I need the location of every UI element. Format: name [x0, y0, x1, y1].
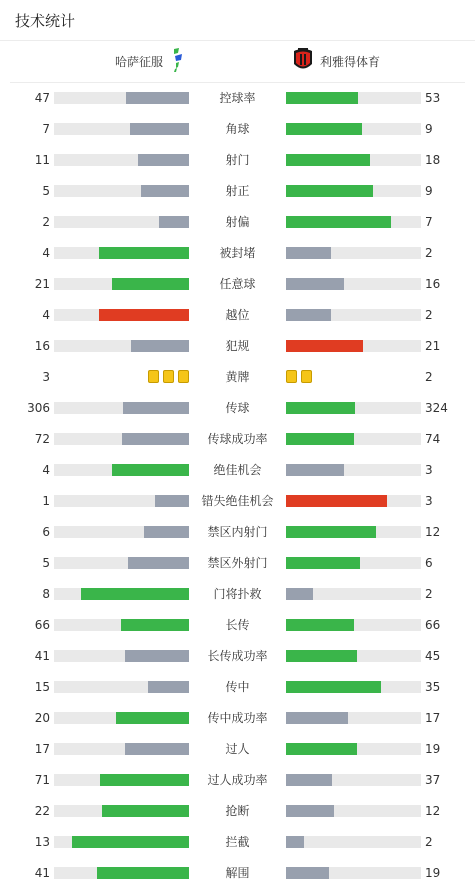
away-stat-value: 12	[425, 804, 441, 818]
away-stat-value: 17	[425, 711, 441, 725]
away-stat-bar	[286, 216, 421, 228]
home-stat-bar	[54, 557, 189, 569]
away-stat-bar-fill	[286, 495, 387, 507]
away-stat-value: 16	[425, 277, 441, 291]
away-stat-value: 3	[425, 494, 433, 508]
away-stat-bar-fill	[286, 123, 362, 135]
yellow-card-icon	[301, 370, 312, 383]
stat-row	[0, 238, 475, 269]
away-stat-value: 18	[425, 153, 441, 167]
home-stat-bar-fill	[148, 681, 189, 693]
home-stat-bar	[54, 92, 189, 104]
home-stat-bar-fill	[141, 185, 189, 197]
home-stat-bar-fill	[97, 867, 189, 879]
home-stat-value: 3	[42, 370, 50, 384]
away-stat-bar	[286, 712, 421, 724]
away-stat-value: 74	[425, 432, 441, 446]
away-stat-bar-fill	[286, 340, 363, 352]
away-stat-bar-fill	[286, 278, 344, 290]
home-stat-value: 6	[42, 525, 50, 539]
home-stat-bar-fill	[130, 123, 189, 135]
home-stat-value: 4	[42, 246, 50, 260]
stat-label: 射偏	[225, 215, 250, 229]
away-stat-value: 7	[425, 215, 433, 229]
home-stat-value: 2	[42, 215, 50, 229]
home-stat-bar-fill	[138, 154, 189, 166]
away-stat-bar	[286, 619, 421, 631]
home-stat-bar-fill	[131, 340, 189, 352]
stat-label: 角球	[225, 122, 250, 136]
stat-row	[0, 734, 475, 765]
away-stat-bar-fill	[286, 92, 358, 104]
home-stat-value: 15	[34, 680, 50, 694]
away-stat-bar	[286, 154, 421, 166]
away-stat-value: 45	[425, 649, 441, 663]
home-stat-value: 5	[42, 184, 50, 198]
stats-list	[0, 83, 475, 889]
home-stat-bar	[54, 619, 189, 631]
home-stat-value: 4	[42, 308, 50, 322]
stat-row	[0, 765, 475, 796]
home-stat-value: 72	[34, 432, 50, 446]
home-stat-value: 1	[42, 494, 50, 508]
home-stat-bar-fill	[122, 433, 189, 445]
away-stat-bar-fill	[286, 154, 370, 166]
stat-label: 绝佳机会	[213, 463, 262, 477]
home-stat-value: 41	[34, 649, 50, 663]
away-stat-bar	[286, 464, 421, 476]
home-stat-value: 71	[34, 773, 50, 787]
home-stat-bar-fill	[72, 836, 189, 848]
away-stat-bar-fill	[286, 185, 373, 197]
away-stat-bar-fill	[286, 681, 381, 693]
home-stat-bar	[54, 867, 189, 879]
home-stat-bar	[54, 154, 189, 166]
home-stat-value: 41	[34, 866, 50, 880]
home-team-name: 哈萨征服	[114, 55, 163, 69]
home-stat-bar-fill	[123, 402, 189, 414]
away-stat-bar-fill	[286, 464, 344, 476]
home-stat-bar	[54, 433, 189, 445]
home-stat-value: 4	[42, 463, 50, 477]
home-stat-bar	[54, 650, 189, 662]
home-stat-bar	[54, 495, 189, 507]
home-stat-bar-fill	[102, 805, 189, 817]
stat-row	[0, 827, 475, 858]
home-stat-bar	[54, 681, 189, 693]
home-stat-bar	[54, 216, 189, 228]
stat-row	[0, 486, 475, 517]
away-team-logo-icon	[292, 47, 314, 77]
away-stat-value: 12	[425, 525, 441, 539]
away-stat-bar	[286, 278, 421, 290]
stat-label: 抢断	[225, 804, 250, 818]
away-stat-bar	[286, 495, 421, 507]
home-stat-bar-fill	[125, 650, 189, 662]
stat-label: 拦截	[225, 835, 250, 849]
home-stat-bar	[54, 309, 189, 321]
away-stat-bar-fill	[286, 805, 334, 817]
home-stat-bar-fill	[99, 247, 189, 259]
away-stat-bar	[286, 433, 421, 445]
yellow-card-icon	[178, 370, 189, 383]
stat-row	[0, 672, 475, 703]
stat-label: 门将扑救	[213, 587, 262, 601]
away-stat-bar	[286, 774, 421, 786]
away-stat-bar-fill	[286, 836, 304, 848]
stat-label: 传中	[225, 680, 250, 694]
away-stat-bar-fill	[286, 402, 355, 414]
away-stat-bar-fill	[286, 309, 331, 321]
away-stat-value: 2	[425, 246, 433, 260]
home-stat-value: 306	[27, 401, 50, 415]
home-stat-value: 8	[42, 587, 50, 601]
stat-label: 射正	[225, 184, 250, 198]
away-stat-bar-fill	[286, 433, 354, 445]
away-stat-bar-fill	[286, 557, 360, 569]
home-stat-bar-fill	[112, 278, 189, 290]
stat-label: 被封堵	[219, 246, 256, 260]
home-stat-bar	[54, 402, 189, 414]
away-stat-value: 66	[425, 618, 441, 632]
stat-label: 黄牌	[225, 370, 250, 384]
home-stat-bar	[54, 278, 189, 290]
away-stat-value: 53	[425, 91, 441, 105]
away-stat-bar	[286, 743, 421, 755]
away-stat-bar	[286, 650, 421, 662]
stat-row	[0, 796, 475, 827]
away-stat-bar	[286, 185, 421, 197]
home-yellow-cards	[148, 370, 189, 383]
home-stat-bar	[54, 836, 189, 848]
away-stat-value: 6	[425, 556, 433, 570]
home-stat-bar-fill	[128, 557, 189, 569]
home-team	[115, 41, 185, 82]
away-stat-bar	[286, 681, 421, 693]
away-stat-value: 35	[425, 680, 441, 694]
away-stat-value: 324	[425, 401, 448, 415]
stat-label: 过人	[225, 742, 250, 756]
stat-label: 传中成功率	[207, 711, 268, 725]
stat-row	[0, 455, 475, 486]
stat-label: 长传成功率	[207, 649, 268, 663]
away-stat-bar-fill	[286, 743, 357, 755]
away-stat-bar-fill	[286, 650, 357, 662]
away-stat-bar	[286, 402, 421, 414]
stat-label: 越位	[225, 308, 250, 322]
away-stat-bar-fill	[286, 619, 354, 631]
home-team-logo-icon	[171, 48, 185, 76]
stat-row	[0, 269, 475, 300]
home-stat-bar	[54, 123, 189, 135]
home-stat-bar	[54, 805, 189, 817]
away-stat-bar	[286, 557, 421, 569]
stat-label: 传球成功率	[207, 432, 268, 446]
stat-label: 禁区外射门	[207, 556, 268, 570]
home-stat-bar	[54, 743, 189, 755]
stat-row	[0, 703, 475, 734]
stat-label: 解围	[225, 866, 250, 880]
stat-label: 射门	[225, 153, 250, 167]
home-stat-value: 7	[42, 122, 50, 136]
stat-row	[0, 331, 475, 362]
away-stat-value: 19	[425, 866, 441, 880]
away-stat-bar-fill	[286, 712, 348, 724]
home-stat-bar	[54, 185, 189, 197]
stat-row	[0, 300, 475, 331]
away-stat-value: 2	[425, 370, 433, 384]
away-stat-value: 21	[425, 339, 441, 353]
stat-row	[0, 858, 475, 889]
away-stat-bar-fill	[286, 867, 329, 879]
home-stat-bar-fill	[116, 712, 189, 724]
away-stat-value: 19	[425, 742, 441, 756]
away-stat-bar	[286, 247, 421, 259]
page-title: 技术统计	[15, 11, 76, 30]
stat-row	[0, 610, 475, 641]
stat-label: 传球	[225, 401, 250, 415]
away-stat-bar-fill	[286, 526, 376, 538]
yellow-card-icon	[286, 370, 297, 383]
home-stat-bar	[54, 247, 189, 259]
away-stat-value: 2	[425, 587, 433, 601]
yellow-card-icon	[148, 370, 159, 383]
stat-label: 犯规	[225, 339, 250, 353]
stat-row	[0, 548, 475, 579]
team-header	[10, 41, 465, 83]
home-stat-bar-fill	[125, 743, 189, 755]
home-stat-bar-fill	[144, 526, 189, 538]
stat-row	[0, 83, 475, 114]
away-stat-bar	[286, 836, 421, 848]
stat-row	[0, 114, 475, 145]
away-stat-bar	[286, 805, 421, 817]
stat-row	[0, 362, 475, 393]
home-stat-bar	[54, 464, 189, 476]
away-yellow-cards	[286, 370, 312, 383]
away-stat-bar-fill	[286, 774, 332, 786]
away-stat-bar	[286, 588, 421, 600]
away-stat-bar	[286, 309, 421, 321]
home-stat-bar-fill	[155, 495, 189, 507]
away-stat-bar	[286, 340, 421, 352]
home-stat-value: 16	[34, 339, 50, 353]
home-stat-bar-fill	[159, 216, 189, 228]
home-stat-bar-fill	[121, 619, 189, 631]
home-stat-value: 5	[42, 556, 50, 570]
home-stat-value: 21	[34, 277, 50, 291]
home-stat-value: 17	[34, 742, 50, 756]
stat-label: 过人成功率	[207, 773, 268, 787]
away-stat-bar	[286, 123, 421, 135]
away-team-name: 利雅得体育	[320, 55, 381, 69]
away-stat-bar	[286, 526, 421, 538]
home-stat-bar	[54, 712, 189, 724]
away-stat-value: 9	[425, 122, 433, 136]
home-stat-value: 20	[34, 711, 50, 725]
home-stat-bar-fill	[100, 774, 189, 786]
away-stat-bar-fill	[286, 216, 391, 228]
stat-label: 控球率	[219, 91, 256, 105]
away-stat-value: 3	[425, 463, 433, 477]
away-team	[292, 41, 380, 82]
yellow-card-icon	[163, 370, 174, 383]
stat-label: 禁区内射门	[207, 525, 268, 539]
home-stat-bar	[54, 774, 189, 786]
home-stat-bar-fill	[126, 92, 189, 104]
away-stat-bar	[286, 92, 421, 104]
away-stat-value: 2	[425, 835, 433, 849]
stat-row	[0, 393, 475, 424]
away-stat-value: 2	[425, 308, 433, 322]
home-stat-value: 22	[34, 804, 50, 818]
stat-row	[0, 641, 475, 672]
home-stat-bar-fill	[81, 588, 189, 600]
home-stat-bar	[54, 588, 189, 600]
stat-label: 错失绝佳机会	[201, 494, 274, 508]
home-stat-value: 13	[34, 835, 50, 849]
stat-label: 任意球	[219, 277, 256, 291]
stat-row	[0, 579, 475, 610]
home-stat-value: 66	[34, 618, 50, 632]
stat-row	[0, 145, 475, 176]
home-stat-value: 11	[34, 153, 50, 167]
away-stat-bar-fill	[286, 588, 313, 600]
away-stat-value: 37	[425, 773, 441, 787]
page-header	[0, 0, 475, 41]
stat-row	[0, 207, 475, 238]
away-stat-bar-fill	[286, 247, 331, 259]
stat-row	[0, 176, 475, 207]
home-stat-bar	[54, 340, 189, 352]
away-stat-value: 9	[425, 184, 433, 198]
home-stat-bar	[54, 526, 189, 538]
stat-label: 长传	[225, 618, 250, 632]
home-stat-value: 47	[34, 91, 50, 105]
stat-row	[0, 424, 475, 455]
home-stat-bar-fill	[112, 464, 189, 476]
stat-row	[0, 517, 475, 548]
away-stat-bar	[286, 867, 421, 879]
home-stat-bar-fill	[99, 309, 189, 321]
